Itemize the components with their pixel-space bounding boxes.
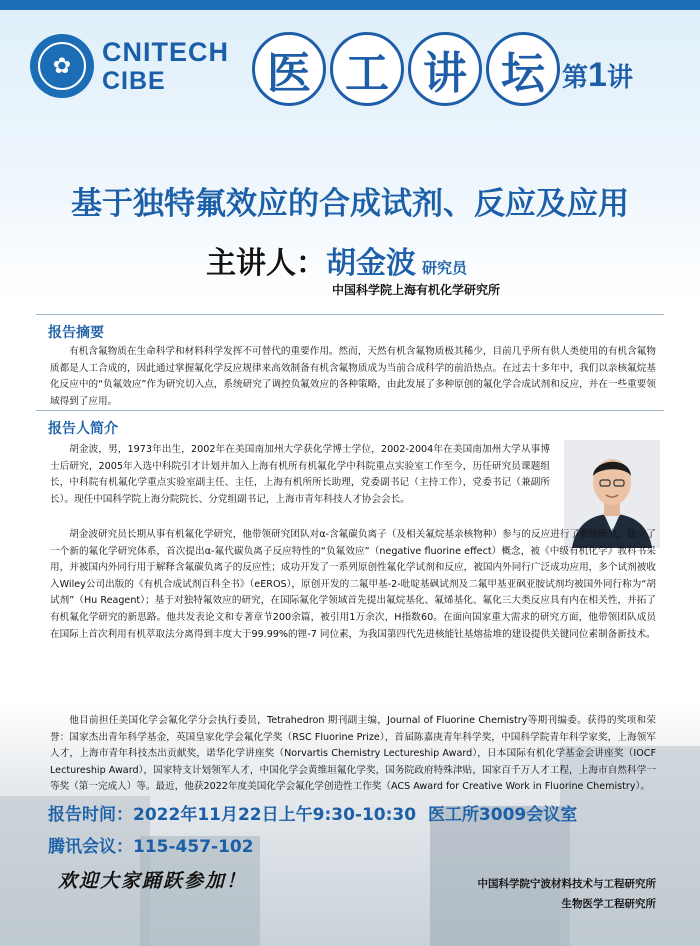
time-label: 报告时间： [48,805,133,825]
bio-paragraph-2: 胡金波研究员长期从事有机氟化学研究，他带领研究团队对α-含氟碳负离子（及相关氟烷基亲核物种）参与的反应进行了系统研究，建立了一个新的氟化学研究体系，首次提出α-氟代碳负离子反应特性的“负氟效应”（negative fluorine effect）概念，被《中级有机化学》教科书采用，并被国内外同行用于解释含氟碳负离子的反应性；成功开发了一系列原创性氟化学试剂和反应，被国内外同行广泛成功应用，多个试剂被收入Wiley公司出版的《有机合成试剂百科全书》（eEROS），原创开发的二氟甲基-2-吡啶基砜试剂及二氟甲基亚砜亚胺试剂均被国外同行称为“胡试剂”（Hu Reagent）；基于对独特氟效应的研究，在国际氟化学领域首先提出氟烷基化、氟烯基化、氟化三大类反应具有内在相关性，并拓了有机氟化学研究的新思路。他共发表论文和专著章节200余篇，被引用1万余次，H指数60。在面向国家重大需求的研究方面，他带领团队成员在国际上首次利用有机萃取法分离得到丰度大于99.99%的锂-7 同位素，为我国第四代先进核能钍基熔盐堆的建设提供关键同位素制备新技术。 [50,529,656,640]
lecture-number [562,56,633,95]
brand-text [102,38,229,96]
time-value: 2022年11月22日上午9:30-10:30 [133,805,417,825]
lecture-number-value: 1 [588,56,607,94]
divider [36,410,664,411]
meeting-line [48,832,254,857]
abstract-paragraph: 有机含氟物质在生命科学和材料科学发挥不可替代的重要作用。然而，天然有机含氟物质极其稀少，目前几乎所有供人类使用的有机含氟物质都是人工合成的，因此通过掌握氟化学反应规律来高效制备有机含氟物质成为当前合成科学的前沿热点。在过去十多年中，我们以亲核氟烷基化反应中的“负氟效应”作为研究切入点，系统研究了调控负氟效应的各种策略，由此发展了多种原创的氟化学合成试剂和反应，并在一些重要领域得到了应用。 [50,346,656,407]
event-time-line [48,800,577,825]
talk-title: 基于独特氟效应的合成试剂、反应及应用 [71,186,629,222]
series-title [252,32,560,106]
cas-logo [30,34,94,98]
bio-awards [50,713,656,796]
brand-line2: CIBE [102,67,166,95]
bio-paragraph-1: 胡金波，男，1973年出生，2002年在美国南加州大学获化学博士学位，2002-2004年在美国南加州大学从事博士后研究，2005年入选中科院引才计划并加入上海有机所有机氟化学中科院重点实验室工作至今，历任研究员课题组长，中科院有机氟化学重点实验室副主任、主任，上海有机所所长助理，党委副书记（主持工作），党委书记（兼副所长）。现任中国科学院上海分院院长、分党组副书记，上海市青年科技人才协会会长。 [50,444,550,505]
brand-line1: CNITECH [102,37,229,67]
meeting-label: 腾讯会议： [48,837,133,857]
speaker-role: 研究员 [422,259,468,277]
divider [36,314,664,315]
series-char: 坛 [486,32,560,106]
meeting-id: 115-457-102 [133,837,254,857]
organizer-1: 中国科学院宁波材料技术与工程研究所 [477,878,656,890]
flower-icon: ✿ [38,42,86,90]
welcome-text: 欢迎大家踊跃参加！ [58,870,248,892]
speaker-label: 主讲人： [206,246,326,281]
abstract-heading: 报告摘要 [48,325,104,341]
bio-intro [50,442,550,508]
bio-research [50,527,656,643]
abstract-text [50,344,656,410]
lecture-prefix: 第 [562,62,589,92]
series-char: 讲 [408,32,482,106]
top-stripe [0,0,700,10]
series-char: 工 [330,32,404,106]
organizer-2: 生物医学工程研究所 [561,898,656,910]
bio-paragraph-3: 他目前担任美国化学会氟化学分会执行委员，Tetrahedron 期刊副主编，Journal of Fluorine Chemistry等期刊编委。获得的奖项和荣誉：国家杰出青年科学基金，英国皇家化学会氟化学奖（RSC Fluorine Prize），首届陈嘉庚青年科学奖，中国科学院青年科学家奖，上海领军人才，上海市青年科技杰出贡献奖，诺华化学讲座奖（Norvartis Chemistry Lectureship Award），日本国际有机化学基金会讲座奖（IOCF Lectureship Award），国家特支计划领军人才，中国化学会黄维垣氟化学奖，国务院政府特殊津贴，国家百千万人才工程，上海市自然科学一等奖（第一完成人）等。最近，他获2022年度美国化学会氟化学创造性工作奖（ACS Award for Creative Work in Fluorine Chemistry）。 [50,715,656,793]
venue: 医工所3009会议室 [427,805,578,825]
speaker-line [206,238,467,282]
bio-heading: 报告人简介 [48,421,118,437]
lecture-suffix: 讲 [606,62,633,92]
series-char: 医 [252,32,326,106]
speaker-name: 胡金波 [326,246,416,281]
speaker-affiliation: 中国科学院上海有机化学研究所 [332,283,501,297]
